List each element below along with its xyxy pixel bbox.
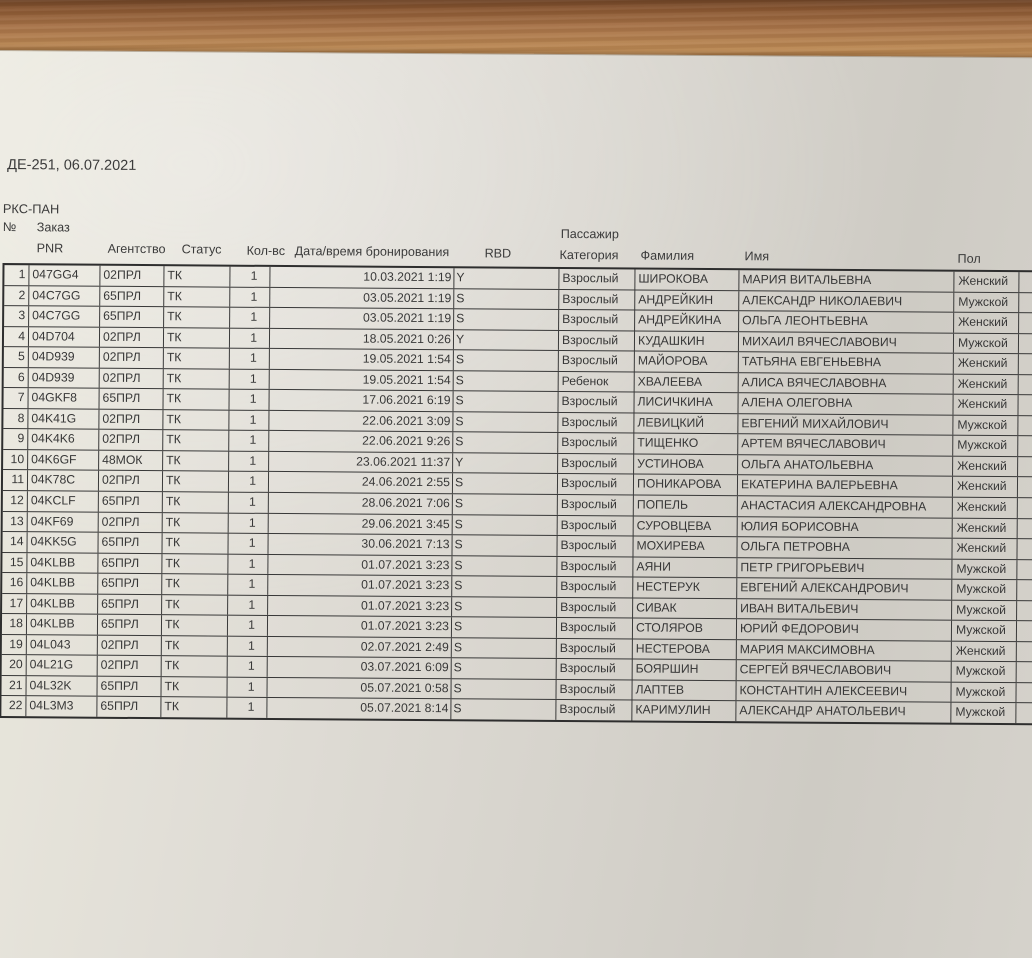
header-booking-datetime: Дата/время бронирования (294, 244, 450, 260)
header-pnr: PNR (36, 241, 64, 256)
cell-qty: 1 (228, 534, 268, 554)
cell-pnr: 04D939 (29, 347, 100, 367)
cell-gender: Женский (954, 354, 1019, 374)
cell-surname: АНДРЕЙКИН (635, 290, 739, 310)
cell-booking: 10.03.2021 1:19 (270, 267, 454, 288)
cell-rbd: S (454, 289, 559, 309)
cell-name: МАРИЯ ВИТАЛЬЕВНА (739, 270, 954, 291)
cell-name: ЮРИЙ ФЕДОРОВИЧ (737, 619, 952, 640)
cell-pnr: 04C7GG (29, 286, 100, 306)
cell-name: АНАСТАСИЯ АЛЕКСАНДРОВНА (738, 496, 953, 517)
cell-surname: ПОНИКАРОВА (634, 475, 738, 495)
cell-rbd: S (454, 371, 559, 391)
cell-qty: 1 (227, 678, 267, 698)
cell-rbd: S (454, 350, 559, 370)
cell-agency: 65ПРЛ (98, 615, 162, 635)
cell-rbd: S (454, 309, 559, 329)
header-agency: Агентство (107, 241, 166, 257)
cell-gender: Мужской (953, 416, 1018, 436)
cell-gender: Женский (953, 395, 1018, 415)
cell-booking: 24.06.2021 2:55 (269, 472, 453, 493)
cell-qty: 1 (229, 452, 269, 472)
cell-qty: 1 (229, 410, 269, 430)
cell-agency: 65ПРЛ (100, 307, 164, 327)
cell-num: 14 (2, 532, 27, 552)
cell-surname: ЛЕВИЦКИЙ (634, 413, 738, 433)
cell-pnr: 04D704 (29, 327, 100, 347)
cell-gender: Женский (953, 457, 1018, 477)
cell-agency: 48МОК (99, 451, 163, 471)
cell-name: АЛЕНА ОЛЕГОВНА (738, 393, 953, 414)
cell-status: ТК (164, 307, 230, 327)
cell-gender: Женский (954, 313, 1019, 333)
cell-surname: БОЯРШИН (633, 660, 737, 680)
cell-agency: 02ПРЛ (99, 410, 163, 430)
cell-num: 20 (2, 655, 27, 675)
cell-surname: УСТИНОВА (634, 454, 738, 474)
cell-sliver (1019, 354, 1032, 374)
cell-category: Взрослый (559, 310, 635, 330)
cell-num: 11 (3, 471, 28, 491)
cell-booking: 22.06.2021 3:09 (269, 411, 453, 432)
cell-status: ТК (162, 554, 228, 574)
cell-qty: 1 (229, 472, 269, 492)
cell-gender: Мужской (952, 621, 1017, 641)
cell-agency: 65ПРЛ (99, 389, 163, 409)
cell-booking: 03.07.2021 6:09 (268, 657, 452, 678)
cell-surname: СИВАК (633, 598, 737, 618)
cell-category: Взрослый (557, 618, 633, 638)
cell-sliver (1019, 272, 1032, 292)
cell-status: ТК (163, 389, 229, 409)
cell-gender: Мужской (952, 580, 1017, 600)
cell-status: ТК (163, 492, 229, 512)
cell-surname: МАЙОРОВА (635, 352, 739, 372)
cell-agency: 65ПРЛ (99, 492, 163, 512)
cell-rbd: S (452, 617, 557, 637)
cell-qty: 1 (227, 698, 267, 718)
cell-status: ТК (162, 657, 228, 677)
cell-sliver (1018, 416, 1032, 436)
cell-category: Взрослый (558, 433, 634, 453)
cell-qty: 1 (228, 657, 268, 677)
cell-pnr: 04L3M3 (26, 697, 97, 717)
cell-sliver (1019, 334, 1032, 354)
cell-name: ЕКАТЕРИНА ВАЛЕРЬЕВНА (738, 476, 953, 497)
cell-gender: Мужской (952, 600, 1017, 620)
cell-category: Взрослый (558, 392, 634, 412)
cell-num: 22 (1, 697, 26, 717)
cell-qty: 1 (230, 328, 270, 348)
cell-num: 8 (3, 409, 28, 429)
cell-pnr: 04KLBB (27, 573, 98, 593)
cell-pnr: 04KLBB (27, 553, 98, 573)
cell-booking: 17.06.2021 6:19 (269, 390, 453, 411)
cell-num: 3 (4, 306, 29, 326)
cell-category: Взрослый (556, 700, 632, 720)
document-title: ДЕ-251, 06.07.2021 (7, 157, 137, 174)
cell-booking: 30.06.2021 7:13 (268, 534, 452, 555)
cell-qty: 1 (230, 267, 270, 287)
cell-sliver (1019, 313, 1032, 333)
cell-gender: Мужской (951, 683, 1016, 703)
cell-rbd: S (453, 515, 558, 535)
cell-status: ТК (162, 574, 228, 594)
cell-category: Взрослый (558, 495, 634, 515)
header-category: Категория (559, 247, 619, 263)
cell-num: 9 (3, 429, 28, 449)
cell-category: Взрослый (559, 331, 635, 351)
cell-category: Взрослый (557, 536, 633, 556)
cell-gender: Мужской (954, 333, 1019, 353)
cell-booking: 03.05.2021 1:19 (270, 308, 454, 329)
cell-category: Взрослый (558, 413, 634, 433)
cell-name: ЮЛИЯ БОРИСОВНА (738, 517, 953, 538)
cell-status: ТК (163, 513, 229, 533)
header-num: № (2, 220, 17, 235)
cell-pnr: 047GG4 (29, 265, 100, 285)
header-surname: Фамилия (640, 248, 695, 263)
cell-name: АЛЕКСАНДР АНАТОЛЬЕВИЧ (736, 702, 951, 723)
cell-sliver (1017, 580, 1032, 600)
cell-name: МАРИЯ МАКСИМОВНА (737, 640, 952, 661)
cell-booking: 22.06.2021 9:26 (269, 431, 453, 452)
cell-name: ОЛЬГА АНАТОЛЬЕВНА (738, 455, 953, 476)
cell-status: ТК (164, 348, 230, 368)
cell-status: ТК (164, 328, 230, 348)
cell-name: КОНСТАНТИН АЛЕКСЕЕВИЧ (736, 681, 951, 702)
cell-category: Взрослый (559, 269, 635, 289)
cell-booking: 19.05.2021 1:54 (270, 349, 454, 370)
cell-rbd: Y (454, 268, 559, 288)
cell-rbd: S (453, 474, 558, 494)
cell-qty: 1 (229, 390, 269, 410)
cell-surname: НЕСТЕРУК (633, 578, 737, 598)
cell-sliver (1018, 498, 1032, 518)
cell-num: 13 (3, 512, 28, 532)
cell-booking: 18.05.2021 0:26 (270, 329, 454, 350)
cell-name: АЛИСА ВЯЧЕСЛАВОВНА (739, 373, 954, 394)
cell-status: ТК (163, 410, 229, 430)
cell-qty: 1 (228, 636, 268, 656)
cell-rbd: S (452, 659, 557, 679)
cell-gender: Женский (953, 518, 1018, 538)
header-status: Статус (181, 242, 222, 257)
cell-pnr: 04KLBB (27, 594, 98, 614)
cell-qty: 1 (228, 575, 268, 595)
cell-name: АЛЕКСАНДР НИКОЛАЕВИЧ (739, 291, 954, 312)
cell-category: Взрослый (557, 577, 633, 597)
cell-name: ОЛЬГА ПЕТРОВНА (737, 537, 952, 558)
header-name: Имя (744, 249, 770, 264)
cell-sliver (1018, 437, 1032, 457)
cell-agency: 02ПРЛ (99, 430, 163, 450)
cell-name: ЕВГЕНИЙ АЛЕКСАНДРОВИЧ (737, 578, 952, 599)
cell-status: ТК (164, 287, 230, 307)
cell-agency: 02ПРЛ (99, 512, 163, 532)
cell-qty: 1 (228, 616, 268, 636)
cell-gender: Женский (952, 539, 1017, 559)
cell-num: 2 (4, 286, 29, 306)
cell-pnr: 04L32K (26, 676, 97, 696)
cell-pnr: 04K41G (28, 409, 99, 429)
cell-pnr: 04KF69 (28, 512, 99, 532)
cell-gender: Женский (954, 374, 1019, 394)
cell-agency: 02ПРЛ (98, 636, 162, 656)
cell-surname: МОХИРЕВА (633, 537, 737, 557)
cell-sliver (1017, 642, 1032, 662)
cell-booking: 23.06.2021 11:37 (269, 452, 453, 473)
cell-status: ТК (161, 677, 227, 697)
cell-agency: 02ПРЛ (100, 327, 164, 347)
cell-status: ТК (163, 451, 229, 471)
cell-qty: 1 (230, 369, 270, 389)
cell-surname: ТИЩЕНКО (634, 434, 738, 454)
cell-num: 18 (2, 614, 27, 634)
cell-rbd: S (452, 535, 557, 555)
cell-status: ТК (162, 636, 228, 656)
cell-num: 19 (2, 635, 27, 655)
cell-rbd: S (451, 700, 556, 720)
cell-qty: 1 (230, 287, 270, 307)
cell-qty: 1 (228, 595, 268, 615)
cell-agency: 65ПРЛ (98, 594, 162, 614)
cell-rbd: S (452, 576, 557, 596)
cell-category: Взрослый (556, 680, 632, 700)
cell-num: 7 (4, 388, 29, 408)
cell-rbd: Y (453, 453, 558, 473)
cell-num: 1 (4, 265, 29, 285)
cell-gender: Женский (953, 477, 1018, 497)
cell-pnr: 04KCLF (28, 491, 99, 511)
cell-name: ТАТЬЯНА ЕВГЕНЬЕВНА (739, 352, 954, 373)
cell-pnr: 04KLBB (27, 615, 98, 635)
cell-status: ТК (163, 431, 229, 451)
cell-sliver (1017, 560, 1032, 580)
cell-gender: Мужской (952, 662, 1017, 682)
cell-rbd: S (452, 556, 557, 576)
cell-qty: 1 (230, 349, 270, 369)
table-body (1, 265, 1032, 723)
cell-category: Взрослый (558, 515, 634, 535)
cell-qty: 1 (229, 513, 269, 533)
cell-pnr: 04K4K6 (28, 430, 99, 450)
cell-rbd: S (453, 391, 558, 411)
cell-gender: Мужской (953, 436, 1018, 456)
cell-name: ИВАН ВИТАЛЬЕВИЧ (737, 599, 952, 620)
cell-sliver (1018, 478, 1032, 498)
cell-surname: НЕСТЕРОВА (633, 639, 737, 659)
cell-surname: ЛАПТЕВ (632, 680, 736, 700)
cell-name: АРТЕМ ВЯЧЕСЛАВОВИЧ (738, 435, 953, 456)
document-page (0, 51, 1032, 958)
cell-category: Взрослый (557, 659, 633, 679)
cell-sliver (1017, 539, 1032, 559)
cell-sliver (1016, 704, 1032, 724)
cell-agency: 65ПРЛ (98, 553, 162, 573)
cell-sliver (1017, 621, 1032, 641)
cell-booking: 05.07.2021 0:58 (267, 678, 451, 699)
header-order: Заказ (36, 220, 70, 235)
cell-agency: 02ПРЛ (98, 656, 162, 676)
cell-booking: 01.07.2021 3:23 (268, 575, 452, 596)
cell-category: Ребенок (559, 372, 635, 392)
cell-name: ОЛЬГА ЛЕОНТЬЕВНА (739, 311, 954, 332)
cell-category: Взрослый (557, 557, 633, 577)
cell-category: Взрослый (557, 639, 633, 659)
cell-num: 5 (4, 347, 29, 367)
cell-pnr: 04K6GF (28, 450, 99, 470)
cell-rbd: S (451, 679, 556, 699)
cell-surname: КУДАШКИН (635, 331, 739, 351)
cell-sliver (1018, 395, 1032, 415)
cell-sliver (1018, 457, 1032, 477)
cell-name: ПЕТР ГРИГОРЬЕВИЧ (737, 558, 952, 579)
cell-booking: 01.07.2021 3:23 (268, 596, 452, 617)
header-qty: Кол-вс (246, 243, 286, 259)
cell-booking: 02.07.2021 2:49 (268, 637, 452, 658)
cell-surname: СТОЛЯРОВ (633, 619, 737, 639)
cell-category: Взрослый (558, 474, 634, 494)
cell-gender: Мужской (954, 292, 1019, 312)
cell-status: ТК (161, 698, 227, 718)
cell-agency: 65ПРЛ (98, 533, 162, 553)
cell-agency: 02ПРЛ (100, 266, 164, 286)
cell-pnr: 04KK5G (27, 532, 98, 552)
cell-rbd: S (453, 412, 558, 432)
cell-gender: Мужской (952, 559, 1017, 579)
cell-pnr: 04C7GG (29, 306, 100, 326)
cell-surname: ПОПЕЛЬ (634, 495, 738, 515)
cell-agency: 65ПРЛ (97, 677, 161, 697)
cell-surname: ХВАЛЕЕВА (635, 372, 739, 392)
booking-table (0, 263, 1032, 725)
cell-agency: 02ПРЛ (99, 471, 163, 491)
cell-rbd: S (453, 433, 558, 453)
cell-sliver (1019, 293, 1032, 313)
cell-pnr: 04D939 (29, 368, 100, 388)
cell-rbd: Y (454, 330, 559, 350)
cell-num: 16 (2, 573, 27, 593)
cell-qty: 1 (230, 308, 270, 328)
cell-surname: АНДРЕЙКИНА (635, 311, 739, 331)
cell-num: 10 (3, 450, 28, 470)
cell-pnr: 04K78C (28, 471, 99, 491)
cell-num: 21 (1, 676, 26, 696)
cell-sliver (1019, 375, 1032, 395)
cell-name: ЕВГЕНИЙ МИХАЙЛОВИЧ (738, 414, 953, 435)
cell-qty: 1 (229, 431, 269, 451)
cell-status: ТК (164, 369, 230, 389)
cell-category: Взрослый (558, 454, 634, 474)
header-passenger: Пассажир (560, 226, 619, 242)
cell-booking: 29.06.2021 3:45 (269, 513, 453, 534)
cell-sliver (1016, 683, 1032, 703)
cell-booking: 03.05.2021 1:19 (270, 287, 454, 308)
cell-gender: Женский (954, 272, 1019, 292)
cell-sliver (1018, 519, 1032, 539)
cell-agency: 65ПРЛ (100, 286, 164, 306)
cell-category: Взрослый (559, 289, 635, 309)
cell-agency: 02ПРЛ (100, 368, 164, 388)
cell-qty: 1 (228, 554, 268, 574)
cell-pnr: 04GKF8 (29, 389, 100, 409)
cell-status: ТК (162, 615, 228, 635)
cell-rbd: S (452, 597, 557, 617)
header-gender: Пол (957, 251, 981, 266)
cell-rbd: S (453, 494, 558, 514)
cell-num: 4 (4, 327, 29, 347)
header-rbd: RBD (484, 246, 512, 261)
paper-sheet (0, 50, 1032, 958)
cell-status: ТК (163, 472, 229, 492)
cell-agency: 02ПРЛ (100, 348, 164, 368)
cell-name: СЕРГЕЙ ВЯЧЕСЛАВОВИЧ (737, 661, 952, 682)
cell-name: МИХАИЛ ВЯЧЕСЛАВОВИЧ (739, 332, 954, 353)
report-code: РКС-ПАН (2, 201, 60, 217)
cell-num: 12 (3, 491, 28, 511)
cell-gender: Мужской (951, 703, 1016, 723)
cell-surname: КАРИМУЛИН (632, 701, 736, 721)
cell-surname: СУРОВЦЕВА (634, 516, 738, 536)
cell-qty: 1 (229, 493, 269, 513)
cell-status: ТК (164, 266, 230, 286)
cell-booking: 05.07.2021 8:14 (267, 698, 451, 719)
cell-gender: Женский (952, 642, 1017, 662)
cell-surname: ЛИСИЧКИНА (634, 393, 738, 413)
cell-pnr: 04L043 (27, 635, 98, 655)
cell-category: Взрослый (557, 598, 633, 618)
cell-num: 15 (2, 553, 27, 573)
cell-agency: 65ПРЛ (97, 697, 161, 717)
cell-booking: 28.06.2021 7:06 (269, 493, 453, 514)
cell-status: ТК (162, 595, 228, 615)
cell-rbd: S (452, 638, 557, 658)
cell-agency: 65ПРЛ (98, 574, 162, 594)
cell-pnr: 04L21G (27, 656, 98, 676)
cell-num: 17 (2, 594, 27, 614)
cell-booking: 01.07.2021 3:23 (268, 555, 452, 576)
cell-sliver (1017, 663, 1032, 683)
cell-category: Взрослый (559, 351, 635, 371)
cell-surname: АЯНИ (633, 557, 737, 577)
cell-num: 6 (4, 368, 29, 388)
cell-status: ТК (162, 533, 228, 553)
cell-sliver (1017, 601, 1032, 621)
cell-surname: ШИРОКОВА (635, 269, 739, 289)
cell-booking: 01.07.2021 3:23 (268, 616, 452, 637)
cell-gender: Женский (953, 498, 1018, 518)
cell-booking: 19.05.2021 1:54 (270, 370, 454, 391)
